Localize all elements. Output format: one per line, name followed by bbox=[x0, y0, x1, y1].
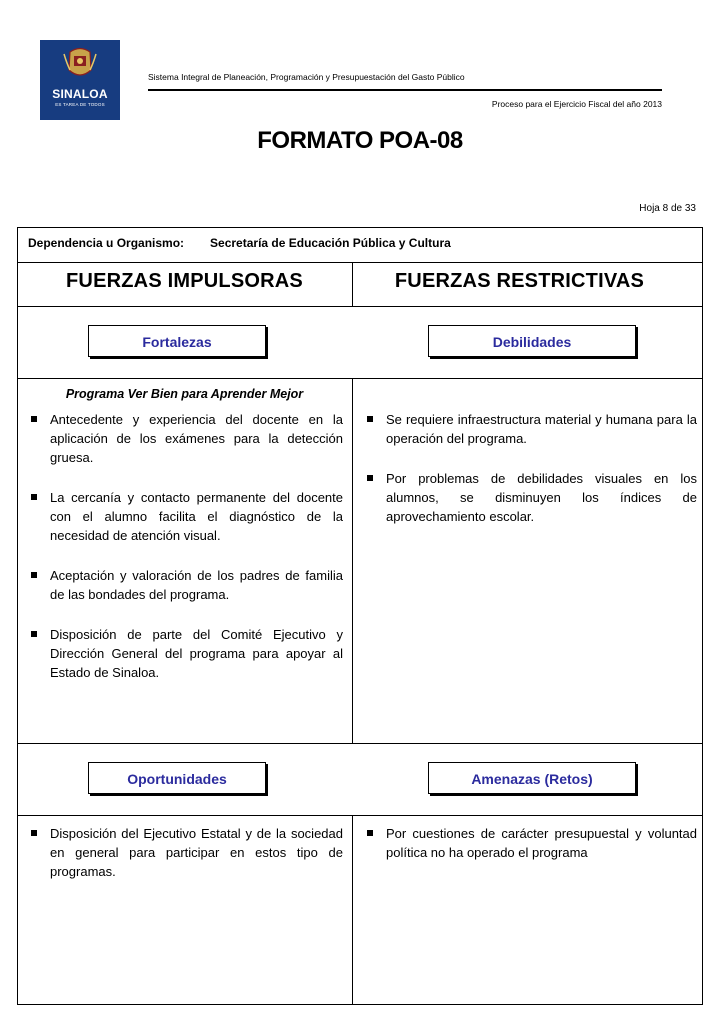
strength-text: Antecedente y experiencia del docente en la aplicación de los exámenes para la detección gruesa. bbox=[50, 412, 343, 465]
logo-tagline: ES TAREA DE TODOS bbox=[55, 102, 105, 107]
bullet-icon bbox=[367, 830, 373, 836]
bullet-icon bbox=[367, 475, 373, 481]
page-number: Hoja 8 de 33 bbox=[639, 203, 696, 214]
divider-category-2 bbox=[17, 815, 703, 816]
threats-list bbox=[366, 824, 697, 883]
strength-text: La cercanía y contacto permanente del docente con el alumno facilita el diagnóstico de la necesidad de atención visual. bbox=[50, 490, 343, 543]
weaknesses-box: Debilidades bbox=[428, 325, 636, 357]
list-item bbox=[30, 410, 343, 467]
bullet-icon bbox=[31, 830, 37, 836]
divider-force-headers bbox=[17, 306, 703, 307]
strengths-box: Fortalezas bbox=[88, 325, 266, 357]
list-item bbox=[366, 469, 697, 526]
process-title: Proceso para el Ejercicio Fiscal del año 2013 bbox=[491, 99, 662, 109]
divider-section-1 bbox=[17, 743, 703, 744]
dependency-row bbox=[28, 236, 451, 250]
list-item bbox=[366, 410, 697, 448]
coat-of-arms-icon bbox=[40, 40, 120, 120]
bullet-icon bbox=[31, 631, 37, 637]
opportunities-list bbox=[30, 824, 343, 902]
strength-text: Aceptación y valoración de los padres de familia de las bondades del programa. bbox=[50, 568, 343, 602]
opportunity-text: Disposición del Ejecutivo Estatal y de la sociedad en general para participar en estos tipo de programas. bbox=[50, 826, 343, 879]
threats-box: Amenazas (Retos) bbox=[428, 762, 636, 794]
bullet-icon bbox=[31, 572, 37, 578]
logo-name: SINALOA bbox=[52, 87, 108, 101]
weakness-text: Se requiere infraestructura material y humana para la operación del programa. bbox=[386, 412, 697, 446]
driving-forces-header: FUERZAS IMPULSORAS bbox=[66, 270, 303, 292]
system-title: Sistema Integral de Planeación, Programación y Presupuestación del Gasto Público bbox=[148, 72, 465, 82]
divider-category-1 bbox=[17, 378, 703, 379]
bullet-icon bbox=[31, 494, 37, 500]
threat-text: Por cuestiones de carácter presupuestal y voluntad política no ha operado el programa bbox=[386, 826, 697, 860]
program-title: Programa Ver Bien para Aprender Mejor bbox=[65, 387, 304, 401]
list-item bbox=[30, 488, 343, 545]
divider-dependency bbox=[17, 262, 703, 263]
divider-column-2 bbox=[352, 815, 353, 1005]
weaknesses-list bbox=[366, 410, 697, 547]
strength-text: Disposición de parte del Comité Ejecutivo y Dirección General del programa para apoyar al Estado de Sinaloa. bbox=[50, 627, 343, 680]
weakness-text: Por problemas de debilidades visuales en los alumnos, se disminuyen los índices de aprovechamiento escolar. bbox=[386, 471, 697, 524]
divider-column-1 bbox=[352, 378, 353, 743]
strengths-list bbox=[30, 410, 343, 703]
sinaloa-logo bbox=[40, 40, 120, 120]
bullet-icon bbox=[367, 416, 373, 422]
document-title: FORMATO POA-08 bbox=[257, 127, 463, 154]
list-item bbox=[30, 824, 343, 881]
header-divider bbox=[148, 89, 662, 91]
opportunities-box: Oportunidades bbox=[88, 762, 266, 794]
dependency-label: Dependencia u Organismo: bbox=[28, 236, 185, 250]
restraining-forces-header: FUERZAS RESTRICTIVAS bbox=[394, 270, 645, 292]
list-item bbox=[366, 824, 697, 862]
dependency-value: Secretaría de Educación Pública y Cultura bbox=[210, 236, 451, 250]
bullet-icon bbox=[31, 416, 37, 422]
list-item bbox=[30, 625, 343, 682]
list-item bbox=[30, 566, 343, 604]
